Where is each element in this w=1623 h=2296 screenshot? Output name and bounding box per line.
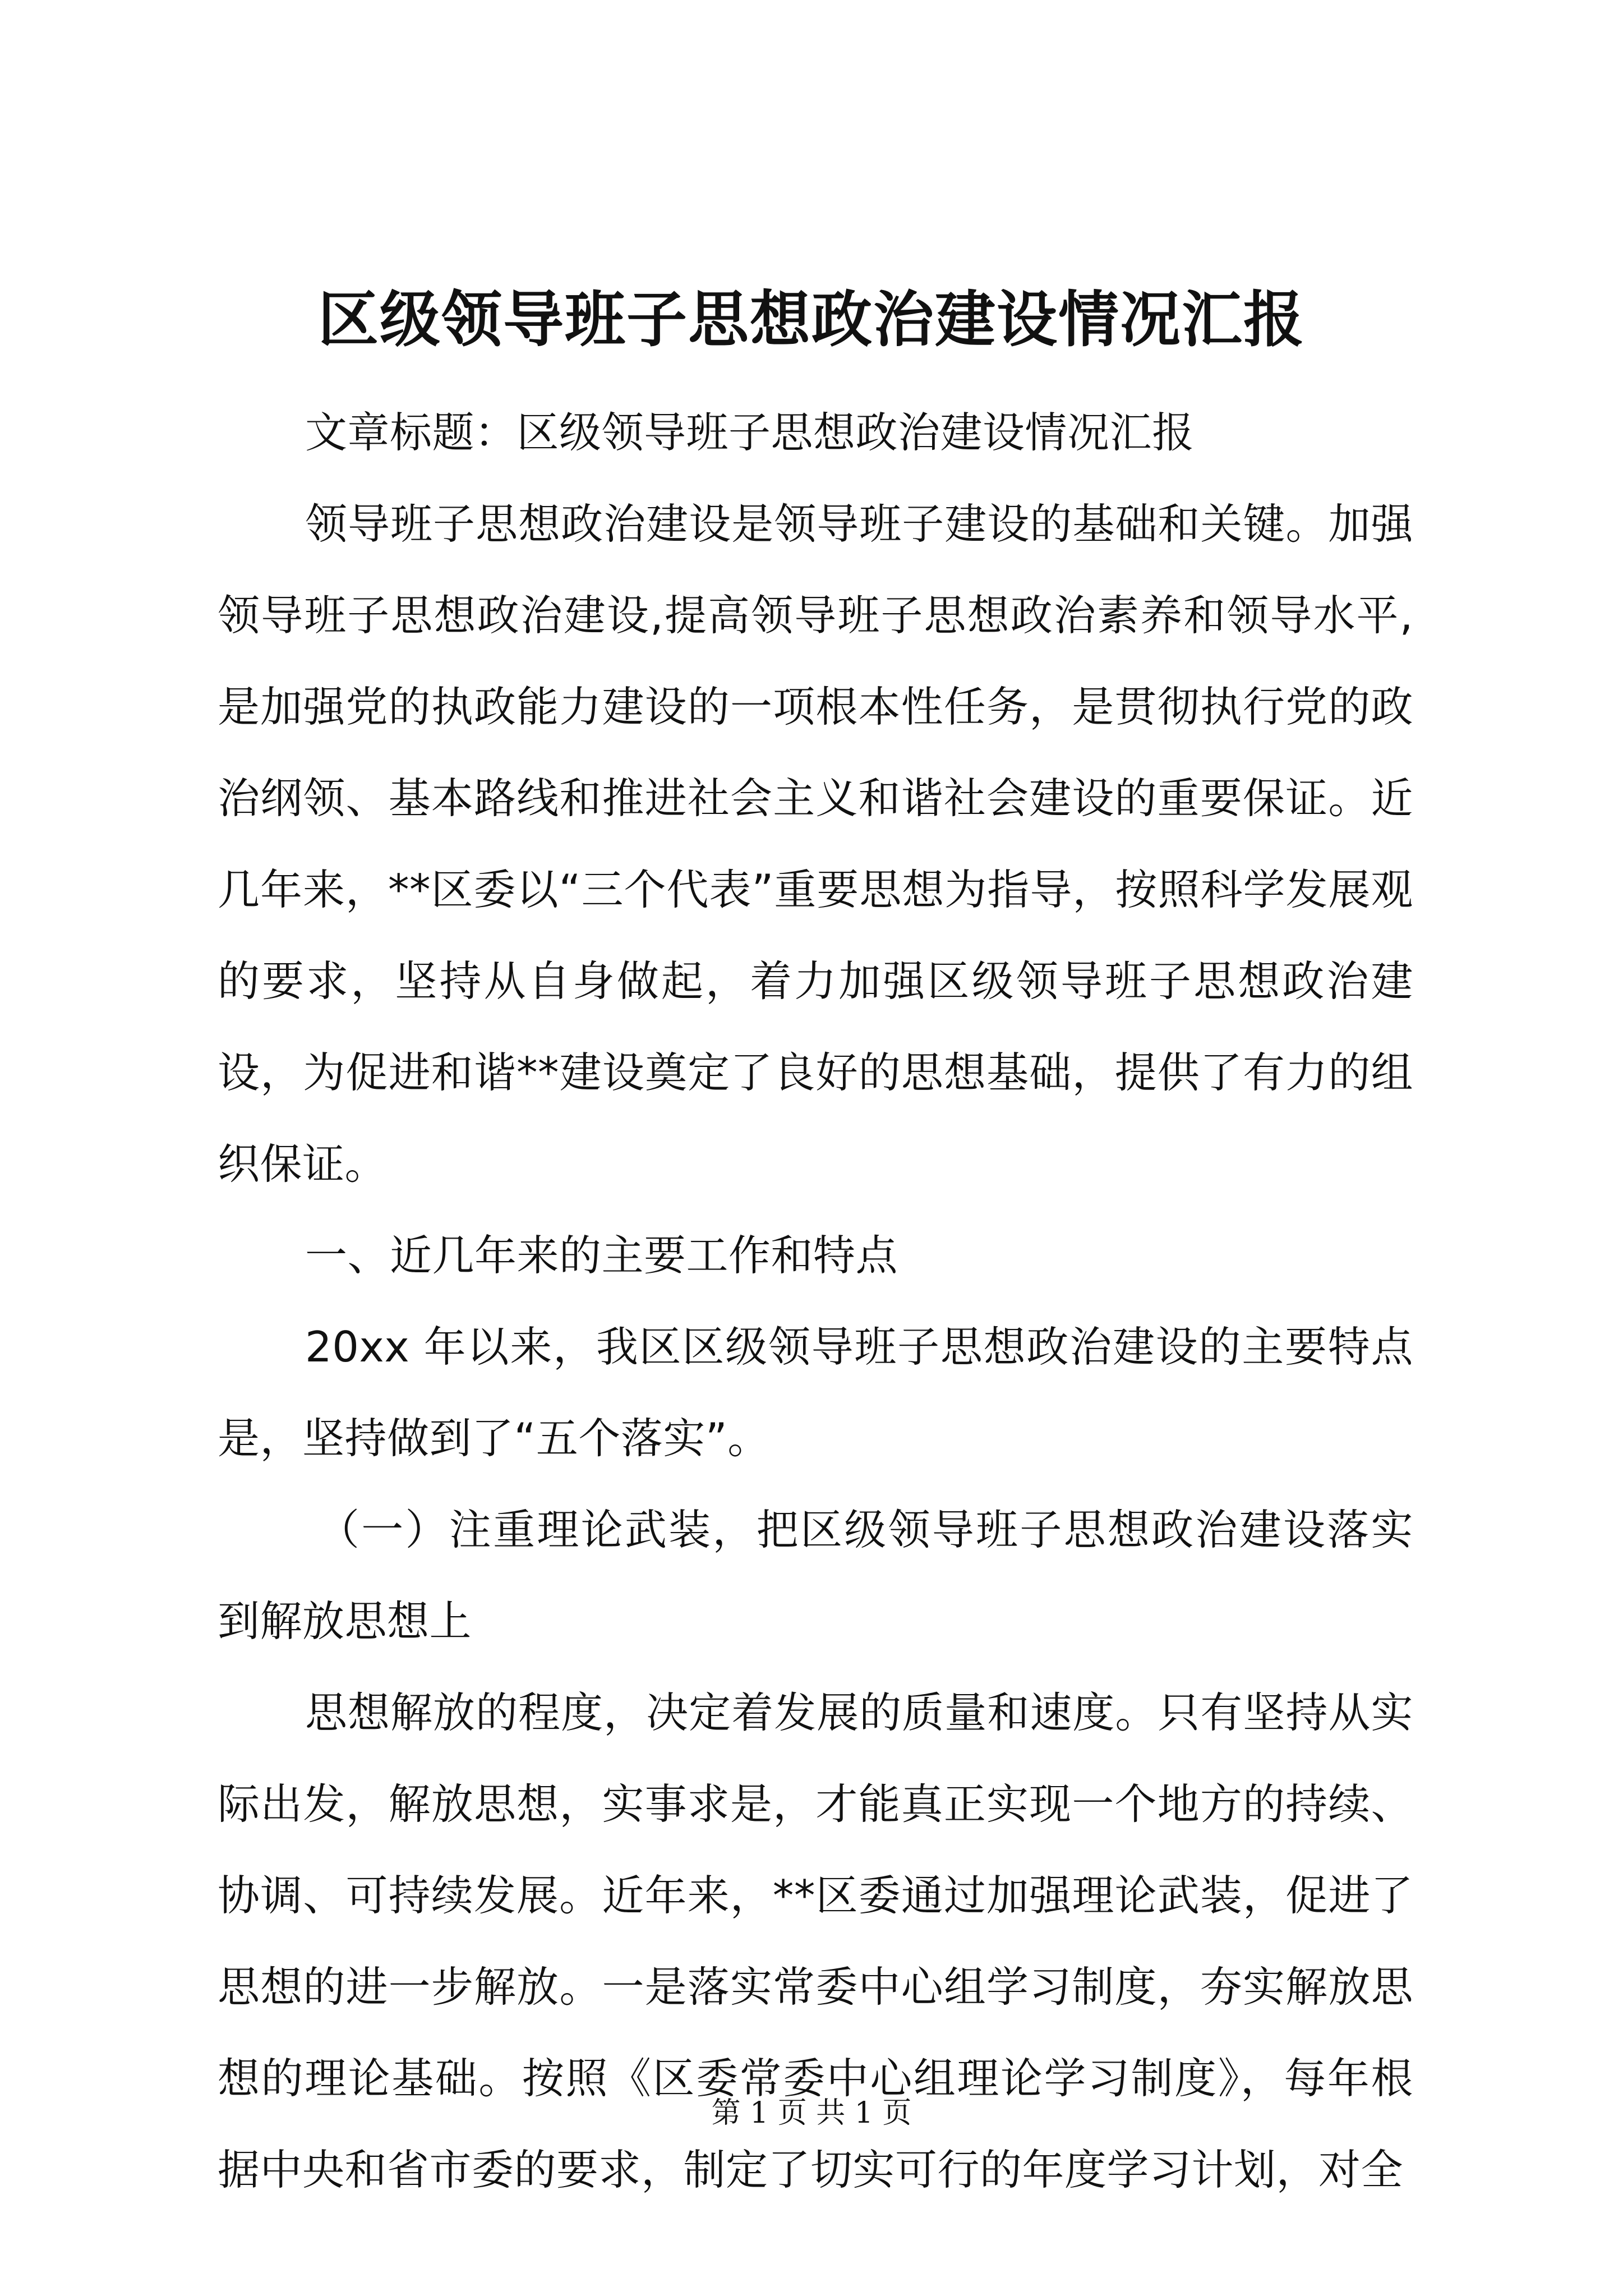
article-title-line: 文章标题：区级领导班子思想政治建设情况汇报 — [305, 408, 1195, 457]
body-paragraph: 思想解放的程度，决定着发展的质量和速度。只有坚持从实际出发，解放思想，实事求是，才能真正实现一个地方的持续、协调、可持续发展。近年来，**区委通过加强理论武装，促进了思想的进一步解放。一是落实常委中心组学习制度，夯实解放思想的理论基础。按照《区委常委中心组理论学习制度》，每年根据中央和省市委的要求，制定了切实可行的年度学习计划，对全 — [218, 1688, 1413, 2194]
summary-paragraph: 20xx 年以来，我区区级领导班子思想政治建设的主要特点是，坚持做到了“五个落实”。 — [218, 1322, 1413, 1463]
section-heading: 一、近几年来的主要工作和特点 — [305, 1231, 898, 1280]
document-body — [218, 387, 1413, 2216]
document-title: 区级领导班子思想政治建设情况汇报 — [317, 284, 1305, 355]
intro-paragraph: 领导班子思想政治建设是领导班子建设的基础和关键。加强领导班子思想政治建设,提高领导班子思想政治素养和领导水平,是加强党的执政能力建设的一项根本性任务，是贯彻执行党的政治纲领、基本路线和推进社会主义和谐社会建设的重要保证。近几年来，**区委以“三个代表”重要思想为指导，按照科学发展观的要求，坚持从自身做起，着力加强区级领导班子思想政治建设，为促进和谐**建设奠定了良好的思想基础，提供了有力的组织保证。 — [218, 499, 1413, 1189]
page-footer: 第 1 页 共 1 页 — [711, 2096, 912, 2130]
subsection-heading: （一）注重理论武装，把区级领导班子思想政治建设落实到解放思想上 — [218, 1505, 1413, 1646]
